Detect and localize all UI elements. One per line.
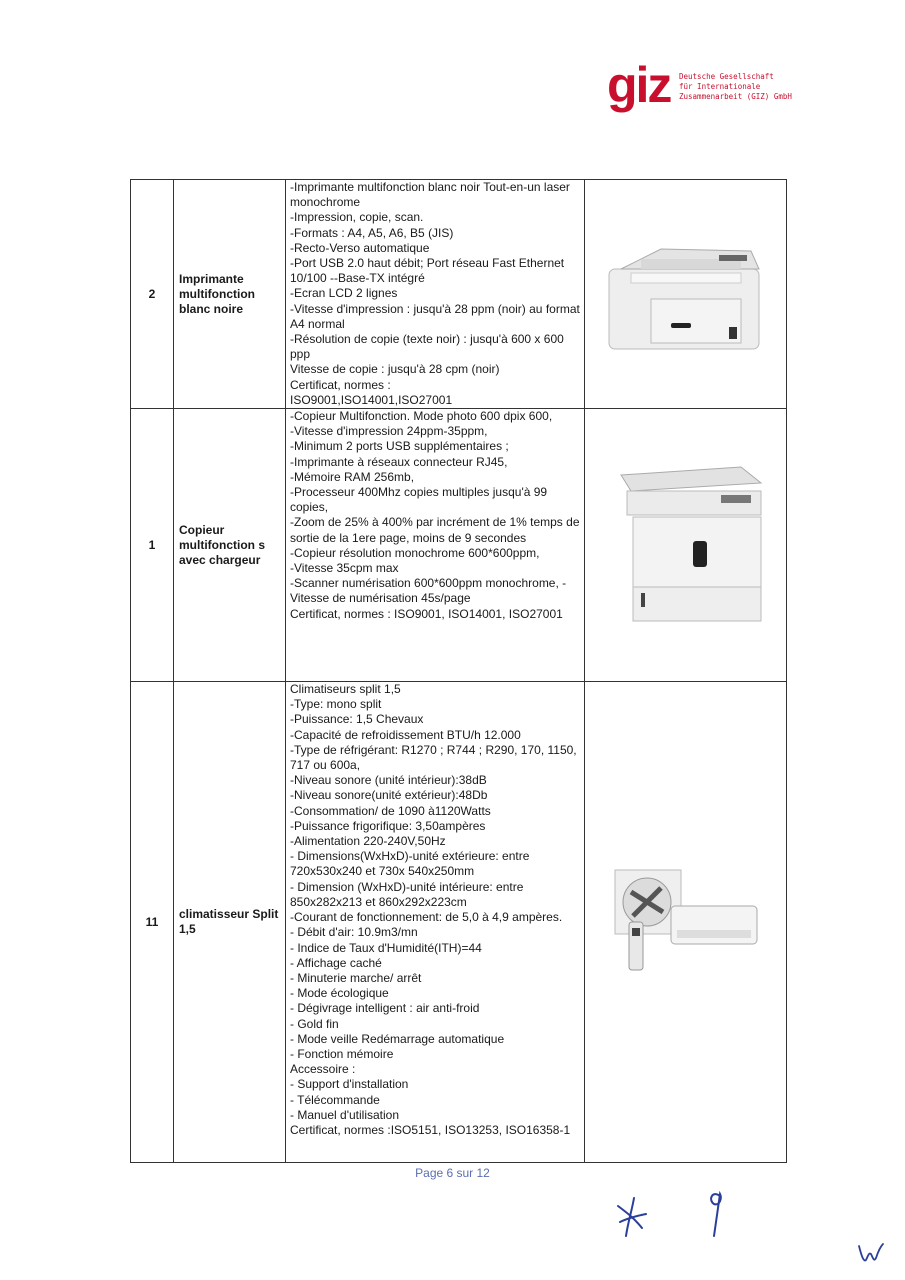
spec-line: - Dégivrage intelligent : air anti-froid: [290, 1001, 480, 1016]
spec-line: - Fonction mémoire: [290, 1046, 394, 1061]
page-number: Page 6 sur 12: [415, 1166, 490, 1180]
spec-line: Certificat, normes :ISO5151, ISO13253, ISO16358-1: [290, 1122, 571, 1137]
printer-image: [601, 229, 771, 359]
product-image-cell: [585, 682, 787, 1163]
product-image-cell: [585, 180, 787, 409]
table-row: [131, 682, 787, 1163]
spec-line: -Copieur résolution monochrome 600*600ppm,: [290, 545, 540, 560]
spec-line: -Zoom de 25% à 400% par incrément de 1% temps de sortie de la 1ere page, moins de 9 secondes: [290, 515, 580, 545]
table-row: [131, 409, 787, 682]
spec-line: - Dimensions(WxHxD)-unité extérieure: entre 720x530x240 et 730x 540x250mm: [290, 849, 530, 879]
item-name-cell: Copieur multifonction s avec chargeur: [174, 409, 286, 682]
photocopier-image: [601, 455, 771, 635]
item-name-cell: Imprimante multifonction blanc noire: [174, 180, 286, 409]
spec-line: - Affichage caché: [290, 955, 382, 970]
spec-line: -Impression, copie, scan.: [290, 210, 424, 225]
spec-line: - Mode veille Redémarrage automatique: [290, 1031, 505, 1046]
air-conditioner-image: [611, 862, 761, 982]
quantity-cell: 1: [131, 409, 174, 682]
spec-line: Climatiseurs split 1,5: [290, 682, 401, 697]
spec-line: - Minuterie marche/ arrêt: [290, 970, 422, 985]
spec-line: Accessoire :: [290, 1062, 356, 1077]
spec-line: -Type de réfrigérant: R1270 ; R744 ; R290, 170, 1150, 717 ou 600a,: [290, 742, 577, 773]
spec-line: - Télécommande: [290, 1092, 380, 1107]
spec-line: - Manuel d'utilisation: [290, 1107, 400, 1122]
spec-line: ISO9001,ISO14001,ISO27001: [290, 392, 453, 407]
spec-line: -Copieur Multifonction. Mode photo 600 dpix 600,: [290, 409, 553, 424]
spec-line: - Gold fin: [290, 1016, 339, 1031]
spec-line: -Alimentation 220-240V,50Hz: [290, 834, 446, 849]
spec-line: -Processeur 400Mhz copies multiples jusqu'à 99 copies,: [290, 485, 548, 515]
spec-line: -Formats : A4, A5, A6, B5 (JIS): [290, 225, 454, 240]
spec-line: Certificat, normes : ISO9001, ISO14001, ISO27001: [290, 606, 563, 621]
spec-line: -Résolution de copie (texte noir) : jusqu'à 600 x 600 ppp: [290, 332, 564, 362]
spec-line: -Mémoire RAM 256mb,: [290, 469, 415, 484]
spec-line: -Puissance frigorifique: 3,50ampères: [290, 818, 486, 833]
spec-line: Certificat, normes :: [290, 377, 391, 392]
quantity-cell: 2: [131, 180, 174, 409]
spec-line: -Imprimante multifonction blanc noir Tout-en-un laser monochrome: [290, 180, 570, 210]
spec-line: -Ecran LCD 2 lignes: [290, 286, 398, 301]
logo-mark: giz: [607, 57, 671, 113]
spec-line: -Consommation/ de 1090 à1120Watts: [290, 803, 491, 818]
quantity-cell: 11: [131, 682, 174, 1163]
spec-line: -Vitesse d'impression 24ppm-35ppm,: [290, 424, 488, 439]
product-image-cell: [585, 409, 787, 682]
spec-line: - Support d'installation: [290, 1077, 409, 1092]
spec-line: -Minimum 2 ports USB supplémentaires ;: [290, 439, 509, 454]
spec-line: -Courant de fonctionnement: de 5,0 à 4,9 ampères.: [290, 910, 563, 925]
specs-table: [130, 179, 787, 1163]
spec-description-cell: [286, 682, 585, 1163]
spec-line: - Débit d'air: 10.9m3/mn: [290, 925, 418, 940]
spec-description-cell: [286, 180, 585, 409]
spec-line: -Puissance: 1,5 Chevaux: [290, 712, 424, 727]
table-row: [131, 180, 787, 409]
spec-line: -Niveau sonore (unité intérieur):38dB: [290, 773, 487, 788]
spec-line: -Recto-Verso automatique: [290, 240, 430, 255]
spec-line: -Port USB 2.0 haut débit; Port réseau Fast Ethernet 10/100 --Base-TX intégré: [290, 256, 565, 286]
spec-line: -Scanner numérisation 600*600ppm monochrome, -Vitesse de numérisation 45s/page: [290, 576, 567, 606]
spec-line: - Dimension (WxHxD)-unité intérieure: entre 850x282x213 et 860x292x223cm: [290, 879, 524, 909]
handwritten-initial-3: [856, 1240, 886, 1270]
spec-line: -Capacité de refroidissement BTU/h 12.000: [290, 727, 521, 742]
item-name-cell: climatisseur Split 1,5: [174, 682, 286, 1163]
spec-line: -Vitesse 35cpm max: [290, 561, 399, 576]
spec-line: Vitesse de copie : jusqu'à 28 cpm (noir): [290, 362, 500, 377]
logo-text: Deutsche Gesellschaft für Internationale Zusammenarbeit (GIZ) GmbH: [679, 72, 792, 101]
spec-line: -Type: mono split: [290, 697, 382, 712]
spec-line: - Mode écologique: [290, 986, 389, 1001]
spec-line: - Indice de Taux d'Humidité(ITH)=44: [290, 940, 482, 955]
spec-line: -Vitesse d'impression : jusqu'à 28 ppm (noir) au format A4 normal: [290, 301, 580, 331]
giz-logo: [607, 57, 807, 116]
spec-line: -Imprimante à réseaux connecteur RJ45,: [290, 454, 508, 469]
spec-line: -Niveau sonore(unité extérieur):48Db: [290, 788, 488, 803]
handwritten-initial-2: [704, 1184, 730, 1240]
spec-description-cell: [286, 409, 585, 682]
handwritten-initial-1: [612, 1192, 652, 1242]
